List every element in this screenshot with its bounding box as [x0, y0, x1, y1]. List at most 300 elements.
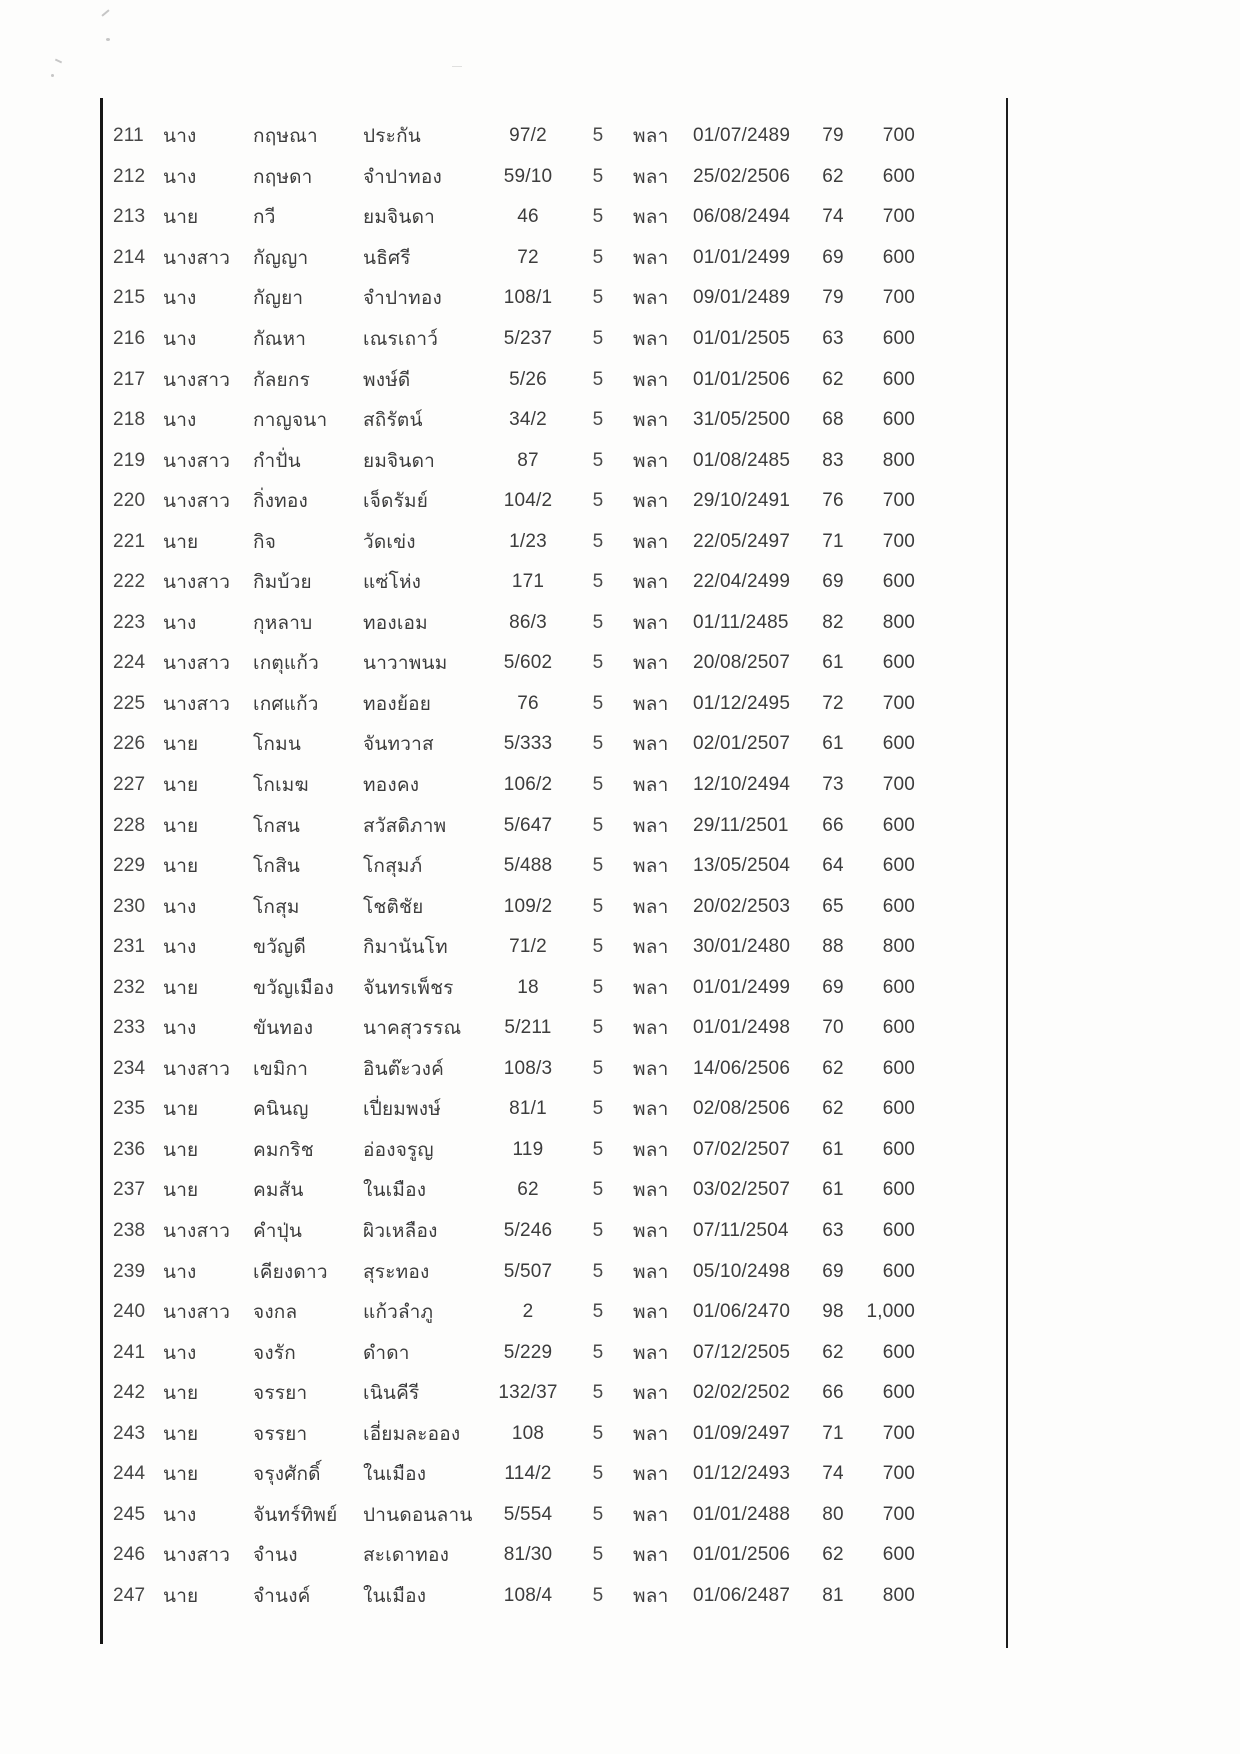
cell-group: 5	[592, 1382, 604, 1404]
cell-birth-date: 01/01/2488	[693, 1503, 791, 1525]
cell-row-number: 246	[113, 1544, 146, 1566]
cell-unit: พลา	[633, 1261, 669, 1283]
cell-birth-date: 02/08/2506	[693, 1098, 791, 1120]
cell-house-no: 71/2	[509, 936, 547, 958]
cell-first-name: กัญยา	[253, 288, 304, 310]
cell-group: 5	[592, 692, 604, 714]
cell-amount: 600	[882, 1057, 915, 1079]
cell-age: 69	[822, 976, 844, 998]
cell-amount: 600	[882, 1544, 915, 1566]
cell-first-name: กิจ	[253, 531, 277, 553]
cell-unit: พลา	[633, 247, 669, 269]
cell-unit: พลา	[633, 207, 669, 229]
cell-unit: พลา	[633, 572, 669, 594]
cell-title: นาง	[163, 1504, 197, 1526]
table-row	[103, 319, 1006, 360]
cell-group: 5	[592, 1138, 604, 1160]
cell-group: 5	[592, 1017, 604, 1039]
cell-row-number: 219	[113, 449, 146, 471]
cell-row-number: 239	[113, 1260, 146, 1282]
cell-row-number: 226	[113, 733, 146, 755]
cell-house-no: 104/2	[503, 490, 553, 512]
cell-unit: พลา	[633, 734, 669, 756]
cell-house-no: 5/488	[503, 855, 553, 877]
cell-last-name: ยมจินดา	[363, 207, 435, 229]
cell-row-number: 220	[113, 490, 146, 512]
cell-first-name: จรุงศักดิ์	[253, 1464, 321, 1486]
cell-age: 76	[822, 490, 844, 512]
cell-age: 70	[822, 1017, 844, 1039]
cell-group: 5	[592, 1098, 604, 1120]
cell-group: 5	[592, 1057, 604, 1079]
cell-last-name: อินต๊ะวงค์	[363, 1058, 444, 1080]
cell-age: 62	[822, 1341, 844, 1363]
cell-amount: 1,000	[866, 1301, 915, 1323]
cell-title: นาย	[163, 1464, 199, 1486]
cell-amount: 600	[882, 1017, 915, 1039]
table-row	[103, 238, 1006, 279]
cell-amount: 600	[882, 246, 915, 268]
cell-age: 61	[822, 652, 844, 674]
cell-amount: 600	[882, 895, 915, 917]
cell-last-name: ทองย้อย	[363, 693, 432, 715]
cell-group: 5	[592, 976, 604, 998]
cell-age: 66	[822, 814, 844, 836]
cell-amount: 600	[882, 1341, 915, 1363]
cell-house-no: 81/1	[509, 1098, 547, 1120]
cell-last-name: เปี่ยมพงษ์	[363, 1099, 441, 1121]
cell-title: นาย	[163, 734, 199, 756]
cell-amount: 600	[882, 368, 915, 390]
cell-title: นาย	[163, 207, 199, 229]
cell-unit: พลา	[633, 369, 669, 391]
table-row	[103, 967, 1006, 1008]
cell-last-name: ในเมือง	[363, 1180, 427, 1202]
cell-row-number: 214	[113, 246, 146, 268]
table-row	[103, 1130, 1006, 1171]
cell-title: นางสาว	[163, 369, 231, 391]
cell-group: 5	[592, 1220, 604, 1242]
cell-birth-date: 01/01/2506	[693, 1544, 791, 1566]
cell-amount: 600	[882, 409, 915, 431]
cell-group: 5	[592, 490, 604, 512]
cell-row-number: 243	[113, 1422, 146, 1444]
cell-unit: พลา	[633, 1099, 669, 1121]
cell-group: 5	[592, 611, 604, 633]
cell-birth-date: 13/05/2504	[693, 855, 791, 877]
cell-unit: พลา	[633, 1342, 669, 1364]
cell-last-name: เณรเถาว์	[363, 329, 439, 350]
cell-unit: พลา	[633, 166, 669, 188]
cell-title: นาง	[163, 896, 197, 918]
cell-title: นางสาว	[163, 653, 231, 675]
cell-first-name: จำนง	[253, 1545, 298, 1567]
cell-amount: 700	[882, 774, 915, 796]
cell-row-number: 217	[113, 368, 146, 390]
table-row	[103, 765, 1006, 806]
cell-first-name: โกสน	[253, 815, 301, 837]
cell-group: 5	[592, 530, 604, 552]
cell-first-name: จงรัก	[253, 1342, 296, 1364]
cell-amount: 700	[882, 1503, 915, 1525]
cell-first-name: กิ่งทอง	[253, 491, 308, 513]
cell-last-name: ผิวเหลือง	[363, 1221, 438, 1243]
cell-first-name: กิมบ้วย	[253, 572, 312, 594]
cell-unit: พลา	[633, 329, 669, 350]
cell-unit: พลา	[633, 1018, 669, 1040]
cell-birth-date: 01/11/2485	[693, 611, 789, 633]
cell-title: นางสาว	[163, 693, 231, 715]
table-row	[103, 1332, 1006, 1373]
cell-birth-date: 07/12/2505	[693, 1341, 791, 1363]
table-row	[103, 724, 1006, 765]
cell-house-no: 1/23	[509, 530, 547, 552]
cell-unit: พลา	[633, 531, 669, 553]
cell-first-name: เกตุแก้ว	[253, 653, 319, 675]
cell-amount: 800	[882, 449, 915, 471]
cell-title: นางสาว	[163, 247, 231, 269]
cell-age: 71	[822, 530, 844, 552]
cell-title: นาย	[163, 1180, 199, 1202]
cell-last-name: สะเดาทอง	[363, 1545, 450, 1567]
cell-age: 80	[822, 1503, 844, 1525]
cell-group: 5	[592, 409, 604, 431]
cell-last-name: โชติชัย	[363, 896, 424, 918]
cell-unit: พลา	[633, 1464, 669, 1486]
cell-group: 5	[592, 206, 604, 228]
cell-last-name: วัดเข่ง	[363, 531, 416, 553]
cell-age: 62	[822, 1544, 844, 1566]
cell-group: 5	[592, 165, 604, 187]
cell-amount: 700	[882, 287, 915, 309]
table-row	[103, 440, 1006, 481]
cell-birth-date: 29/11/2501	[693, 814, 789, 836]
cell-unit: พลา	[633, 126, 669, 148]
cell-amount: 600	[882, 165, 915, 187]
table-row	[103, 1414, 1006, 1455]
cell-title: นาง	[163, 1018, 197, 1040]
cell-first-name: กำปั่น	[253, 450, 301, 472]
cell-house-no: 34/2	[509, 409, 547, 431]
cell-age: 63	[822, 328, 844, 349]
cell-group: 5	[592, 733, 604, 755]
cell-title: นาง	[163, 329, 197, 350]
cell-first-name: คมสัน	[253, 1180, 304, 1202]
cell-group: 5	[592, 571, 604, 593]
cell-age: 61	[822, 1179, 844, 1201]
cell-birth-date: 20/02/2503	[693, 895, 791, 917]
cell-last-name: ทองเอม	[363, 612, 428, 634]
cell-last-name: นาคสุวรรณ	[363, 1018, 462, 1040]
cell-house-no: 109/2	[503, 895, 553, 917]
cell-title: นาย	[163, 1139, 199, 1161]
cell-title: นาง	[163, 1261, 197, 1283]
cell-row-number: 228	[113, 814, 146, 836]
table-row	[103, 1251, 1006, 1292]
table-row	[103, 400, 1006, 441]
cell-group: 5	[592, 1544, 604, 1566]
cell-unit: พลา	[633, 1585, 669, 1607]
cell-birth-date: 12/10/2494	[693, 774, 791, 796]
cell-birth-date: 01/08/2485	[693, 449, 791, 471]
cell-first-name: จันทร์ทิพย์	[253, 1504, 338, 1526]
table-row	[103, 278, 1006, 319]
cell-group: 5	[592, 246, 604, 268]
cell-unit: พลา	[633, 1504, 669, 1526]
cell-last-name: เอี่ยมละออง	[363, 1423, 461, 1445]
cell-title: นางสาว	[163, 572, 231, 594]
cell-title: นาง	[163, 612, 197, 634]
cell-row-number: 235	[113, 1098, 146, 1120]
cell-title: นางสาว	[163, 1545, 231, 1567]
cell-house-no: 108/1	[503, 287, 553, 309]
cell-house-no: 59/10	[503, 165, 553, 187]
cell-amount: 600	[882, 855, 915, 877]
table-row	[103, 157, 1006, 198]
cell-unit: พลา	[633, 1302, 669, 1324]
cell-first-name: โกเมฆ	[253, 775, 309, 797]
cell-unit: พลา	[633, 1139, 669, 1161]
cell-row-number: 232	[113, 976, 146, 998]
cell-house-no: 72	[517, 246, 539, 268]
cell-title: นาย	[163, 977, 199, 999]
cell-birth-date: 02/02/2502	[693, 1382, 791, 1404]
cell-first-name: เขมิกา	[253, 1058, 309, 1080]
cell-birth-date: 01/01/2498	[693, 1017, 791, 1039]
cell-title: นาย	[163, 531, 199, 553]
cell-row-number: 233	[113, 1017, 146, 1039]
cell-birth-date: 01/09/2497	[693, 1422, 791, 1444]
cell-last-name: ดำดา	[363, 1342, 410, 1364]
cell-row-number: 222	[113, 571, 146, 593]
cell-group: 5	[592, 936, 604, 958]
cell-amount: 600	[882, 814, 915, 836]
cell-age: 69	[822, 571, 844, 593]
cell-group: 5	[592, 1422, 604, 1444]
cell-amount: 800	[882, 1584, 915, 1606]
cell-last-name: แก้วลำภู	[363, 1302, 434, 1324]
cell-row-number: 216	[113, 328, 146, 349]
cell-age: 72	[822, 692, 844, 714]
cell-house-no: 106/2	[503, 774, 553, 796]
cell-house-no: 97/2	[509, 125, 547, 147]
cell-first-name: กฤษดา	[253, 166, 313, 188]
cell-amount: 600	[882, 1098, 915, 1120]
table-row	[103, 643, 1006, 684]
cell-last-name: จำปาทอง	[363, 166, 442, 188]
cell-first-name: โกสุม	[253, 896, 300, 918]
cell-age: 69	[822, 246, 844, 268]
cell-group: 5	[592, 1584, 604, 1606]
cell-first-name: กวี	[253, 207, 276, 229]
cell-last-name: โกสุมภ์	[363, 856, 423, 878]
cell-birth-date: 07/11/2504	[693, 1220, 789, 1242]
cell-title: นาย	[163, 1383, 199, 1405]
cell-amount: 700	[882, 490, 915, 512]
cell-house-no: 5/647	[503, 814, 553, 836]
table-right-border	[1006, 98, 1008, 1648]
pencil-mark	[101, 9, 109, 16]
cell-age: 79	[822, 125, 844, 147]
cell-first-name: โกมน	[253, 734, 302, 756]
table-row	[103, 603, 1006, 644]
cell-amount: 600	[882, 1260, 915, 1282]
cell-house-no: 5/211	[504, 1017, 552, 1039]
cell-unit: พลา	[633, 1423, 669, 1445]
table-row	[103, 521, 1006, 562]
cell-house-no: 76	[517, 692, 539, 714]
cell-house-no: 5/507	[503, 1260, 553, 1282]
cell-birth-date: 29/10/2491	[693, 490, 791, 512]
cell-house-no: 81/30	[503, 1544, 553, 1566]
cell-title: นางสาว	[163, 1221, 231, 1243]
cell-first-name: จงกล	[253, 1302, 298, 1324]
cell-title: นาย	[163, 775, 199, 797]
cell-amount: 700	[882, 125, 915, 147]
cell-first-name: เคียงดาว	[253, 1261, 328, 1283]
cell-row-number: 247	[113, 1584, 146, 1606]
cell-amount: 800	[882, 936, 915, 958]
table-row	[103, 684, 1006, 725]
cell-row-number: 231	[113, 936, 146, 958]
cell-house-no: 5/246	[503, 1220, 553, 1242]
cell-house-no: 2	[522, 1301, 534, 1323]
cell-row-number: 223	[113, 611, 146, 633]
cell-amount: 600	[882, 571, 915, 593]
cell-birth-date: 03/02/2507	[693, 1179, 791, 1201]
cell-group: 5	[592, 855, 604, 877]
cell-last-name: นธิศรี	[363, 247, 411, 269]
cell-first-name: กัณหา	[253, 329, 307, 350]
cell-last-name: พงษ์ดี	[363, 369, 411, 391]
cell-last-name: อ่องจรูญ	[363, 1139, 434, 1161]
cell-row-number: 237	[113, 1179, 146, 1201]
cell-last-name: สถิรัตน์	[363, 410, 423, 432]
cell-first-name: คมกริช	[253, 1139, 314, 1161]
cell-amount: 700	[882, 692, 915, 714]
cell-title: นางสาว	[163, 1058, 231, 1080]
table-row	[103, 562, 1006, 603]
cell-title: นาย	[163, 1585, 199, 1607]
cell-row-number: 242	[113, 1382, 146, 1404]
cell-row-number: 212	[113, 165, 146, 187]
cell-unit: พลา	[633, 1221, 669, 1243]
cell-row-number: 224	[113, 652, 146, 674]
cell-row-number: 240	[113, 1301, 146, 1323]
cell-title: นาย	[163, 856, 199, 878]
cell-last-name: เจ็ดรัมย์	[363, 491, 429, 513]
cell-first-name: จรรยา	[253, 1383, 308, 1405]
cell-unit: พลา	[633, 450, 669, 472]
cell-row-number: 221	[113, 530, 146, 552]
cell-first-name: คนินญ	[253, 1099, 309, 1121]
cell-birth-date: 01/12/2495	[693, 692, 791, 714]
cell-group: 5	[592, 287, 604, 309]
pencil-mark	[106, 38, 110, 41]
cell-birth-date: 06/08/2494	[693, 206, 791, 228]
table-row	[103, 481, 1006, 522]
cell-last-name: ปานดอนลาน	[363, 1504, 473, 1526]
table-row	[103, 805, 1006, 846]
cell-house-no: 86/3	[509, 611, 547, 633]
cell-first-name: คำปุ่น	[253, 1221, 303, 1243]
cell-group: 5	[592, 895, 604, 917]
cell-birth-date: 01/07/2489	[693, 125, 791, 147]
cell-row-number: 236	[113, 1138, 146, 1160]
cell-age: 74	[822, 1463, 844, 1485]
cell-unit: พลา	[633, 775, 669, 797]
cell-house-no: 5/229	[503, 1341, 553, 1363]
cell-amount: 600	[882, 733, 915, 755]
cell-first-name: กฤษณา	[253, 126, 318, 148]
cell-birth-date: 01/06/2487	[693, 1584, 791, 1606]
table-row	[103, 197, 1006, 238]
cell-age: 83	[822, 449, 844, 471]
cell-house-no: 18	[517, 976, 539, 998]
cell-title: นาง	[163, 126, 197, 148]
cell-amount: 600	[882, 1138, 915, 1160]
cell-unit: พลา	[633, 288, 669, 310]
cell-age: 79	[822, 287, 844, 309]
table-row	[103, 1211, 1006, 1252]
cell-unit: พลา	[633, 856, 669, 878]
cell-age: 62	[822, 165, 844, 187]
cell-house-no: 132/37	[498, 1382, 558, 1404]
cell-age: 65	[822, 895, 844, 917]
cell-unit: พลา	[633, 815, 669, 837]
table-row	[103, 1373, 1006, 1414]
table-row	[103, 886, 1006, 927]
table-row	[103, 1008, 1006, 1049]
table-row	[103, 1089, 1006, 1130]
cell-age: 71	[822, 1422, 844, 1444]
cell-row-number: 245	[113, 1503, 146, 1525]
cell-title: นาย	[163, 1099, 199, 1121]
table-row	[103, 1292, 1006, 1333]
cell-title: นาง	[163, 937, 197, 959]
cell-row-number: 241	[113, 1341, 146, 1363]
cell-row-number: 244	[113, 1463, 146, 1485]
cell-title: นาง	[163, 288, 197, 310]
cell-group: 5	[592, 652, 604, 674]
cell-unit: พลา	[633, 977, 669, 999]
cell-last-name: จันทวาส	[363, 734, 434, 756]
table-row	[103, 1495, 1006, 1536]
cell-row-number: 218	[113, 409, 146, 431]
pencil-mark	[55, 59, 62, 64]
cell-age: 64	[822, 855, 844, 877]
table-row	[103, 1576, 1006, 1617]
cell-row-number: 238	[113, 1220, 146, 1242]
cell-unit: พลา	[633, 1180, 669, 1202]
cell-first-name: กัลยกร	[253, 369, 310, 391]
cell-group: 5	[592, 125, 604, 147]
cell-amount: 700	[882, 1422, 915, 1444]
cell-group: 5	[592, 368, 604, 390]
cell-age: 69	[822, 1260, 844, 1282]
cell-house-no: 108	[511, 1422, 545, 1444]
cell-birth-date: 01/06/2470	[693, 1301, 791, 1323]
cell-title: นาง	[163, 410, 197, 432]
cell-group: 5	[592, 328, 604, 349]
cell-age: 62	[822, 1098, 844, 1120]
cell-unit: พลา	[633, 491, 669, 513]
cell-first-name: กาญจนา	[253, 410, 328, 432]
cell-birth-date: 01/01/2505	[693, 328, 791, 349]
cell-age: 62	[822, 368, 844, 390]
cell-title: นางสาว	[163, 491, 231, 513]
cell-house-no: 87	[517, 449, 539, 471]
